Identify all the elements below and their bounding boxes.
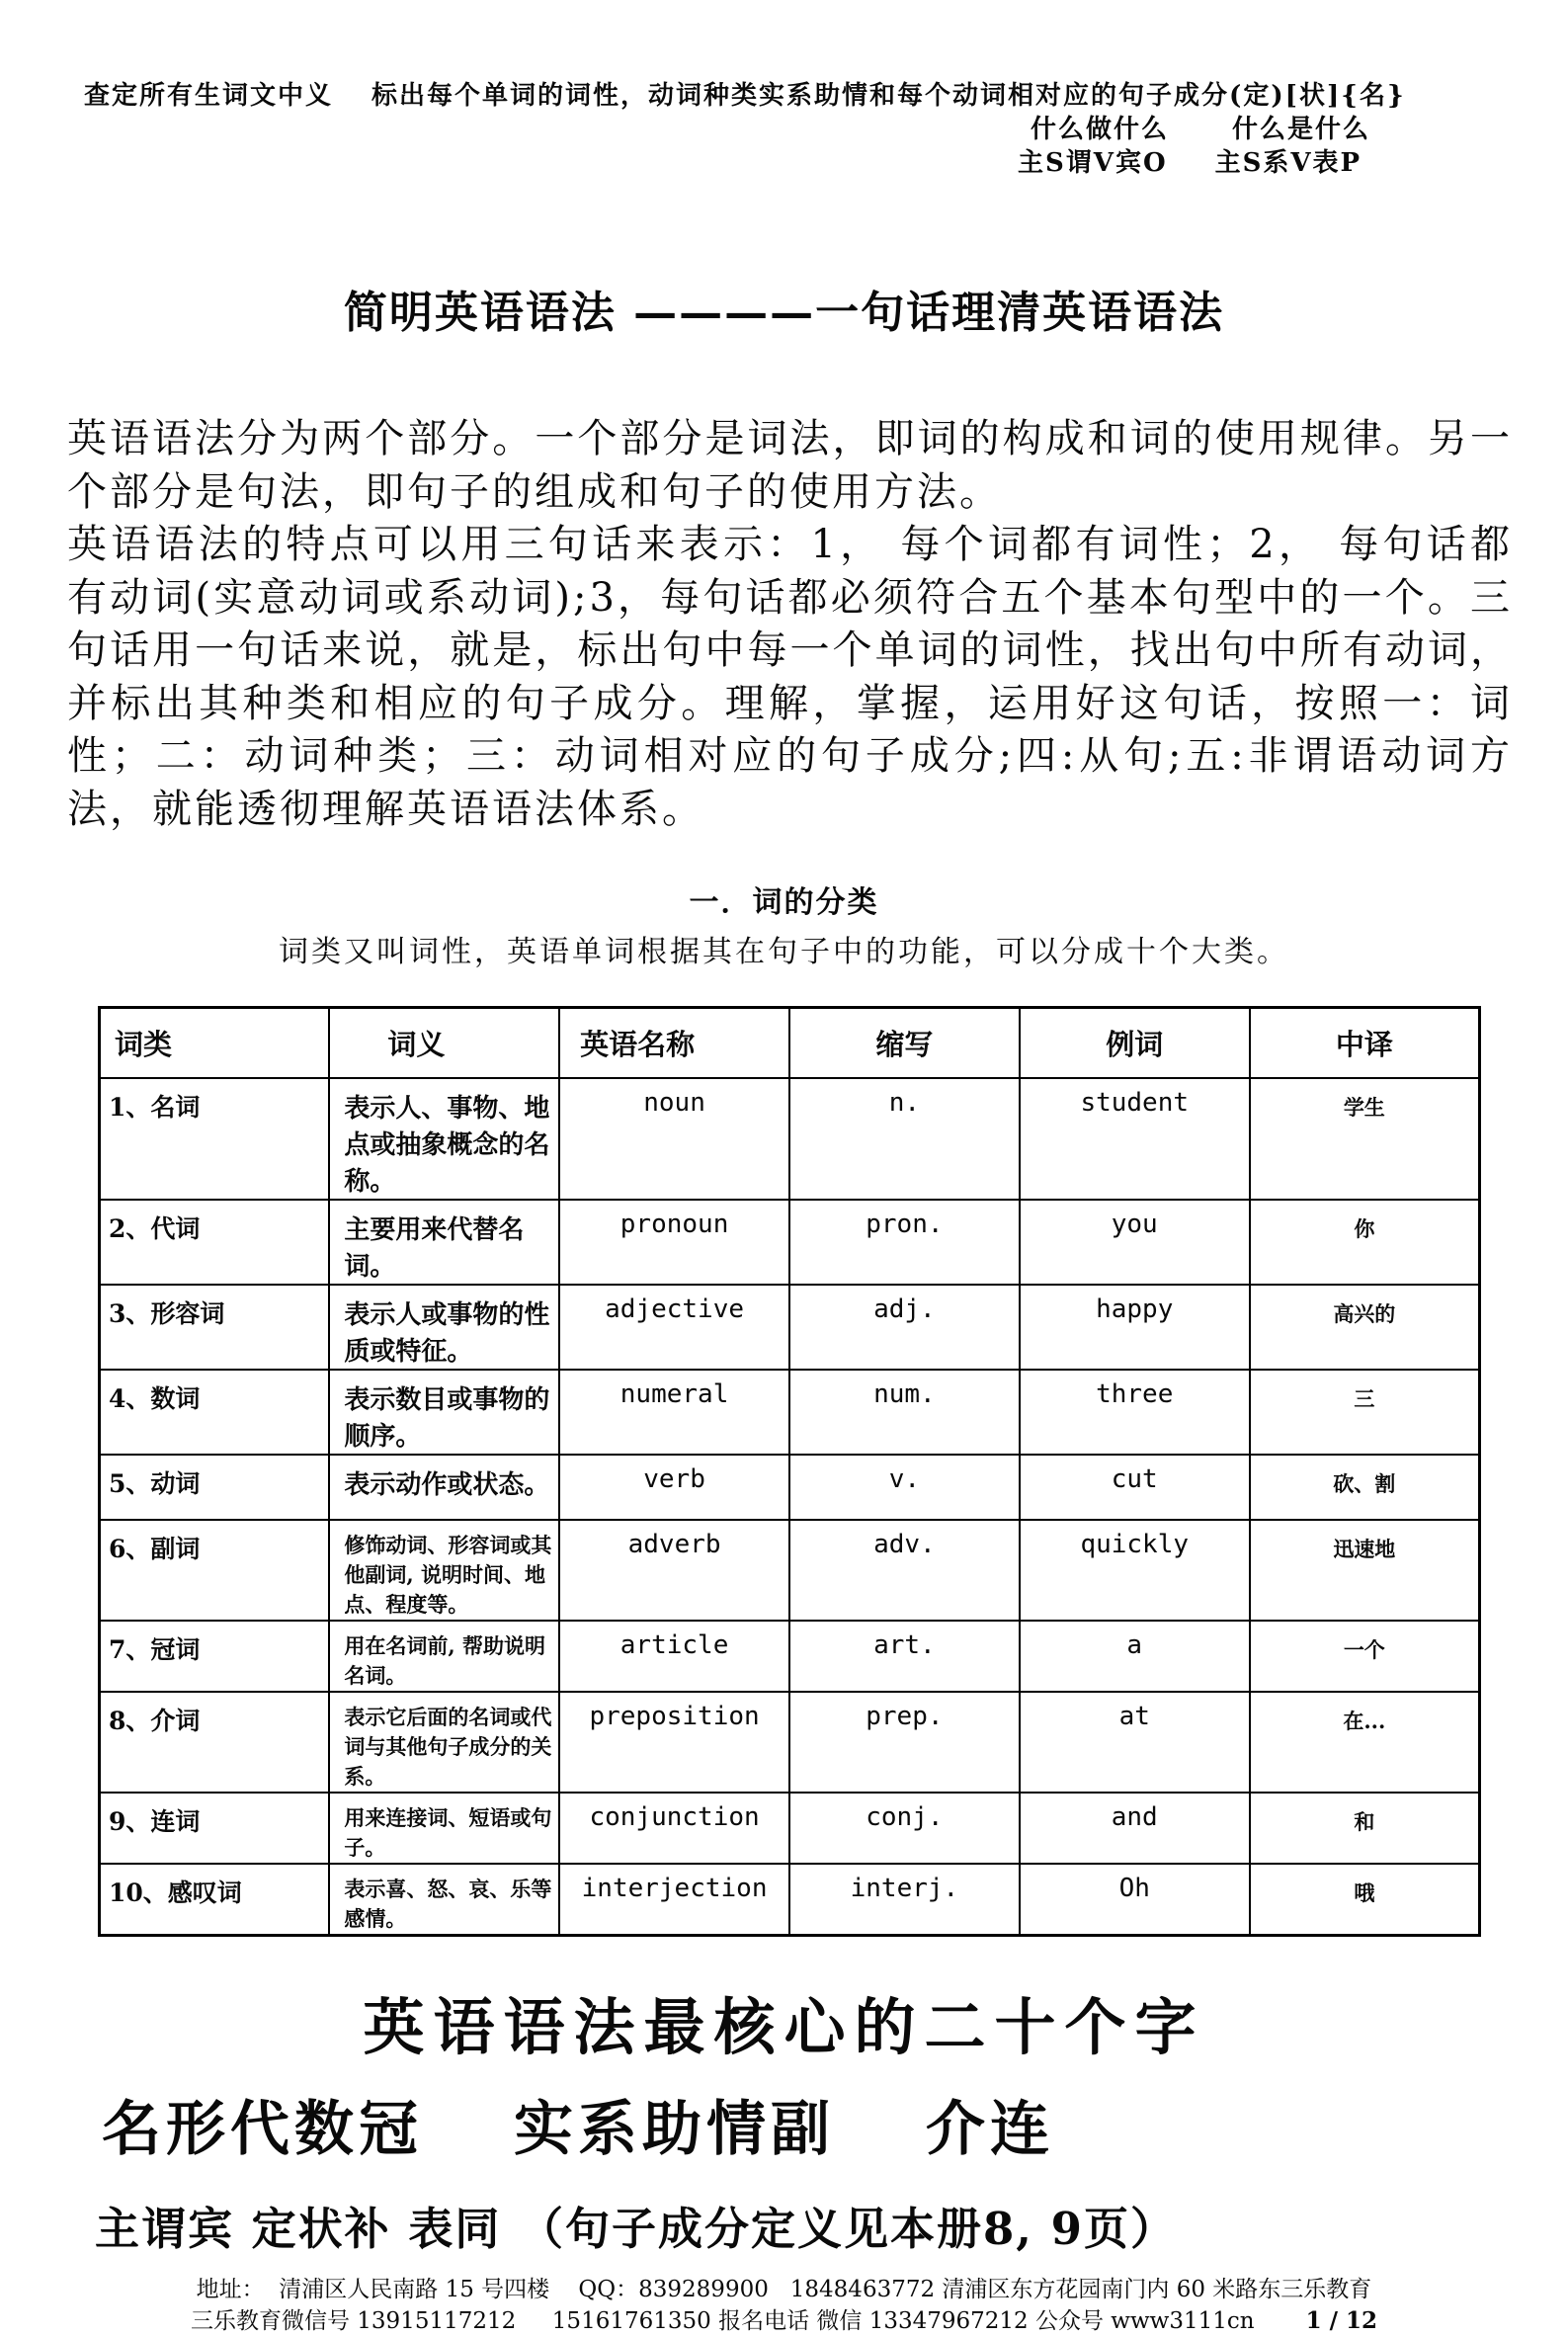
column-header-meaning: 词义: [329, 1008, 559, 1078]
core-group-verbs-adverb: 实系助情副: [514, 2094, 835, 2164]
column-header-word-class: 词类: [100, 1008, 330, 1078]
table-cell: art.: [789, 1621, 1020, 1692]
table-cell: adverb: [559, 1520, 789, 1621]
table-cell: v.: [789, 1455, 1020, 1520]
table-cell: 你: [1250, 1200, 1480, 1285]
table-cell: prep.: [789, 1692, 1020, 1793]
table-cell: Oh: [1020, 1864, 1250, 1936]
table-row-preposition: [100, 1692, 1480, 1793]
table-row-pronoun: [100, 1200, 1480, 1285]
table-row-interjection: [100, 1864, 1480, 1936]
table-cell: 在...: [1250, 1692, 1480, 1793]
table-cell: interj.: [789, 1864, 1020, 1936]
table-row-noun: [100, 1078, 1480, 1200]
column-header-abbreviation: 缩写: [789, 1008, 1020, 1078]
table-cell: 2、代词: [100, 1200, 330, 1285]
top-note-svp-formula: 主S系V表P: [1214, 148, 1362, 178]
table-row-numeral: [100, 1370, 1480, 1455]
top-note-svo-formula: 主S谓V宾O: [1018, 148, 1168, 178]
table-cell: num.: [789, 1370, 1020, 1455]
section-subheading: 词类又叫词性，英语单词根据其在句子中的功能，可以分成十个大类。: [279, 935, 1289, 969]
top-note-what-does-what: 什么做什么: [1031, 115, 1170, 144]
table-cell: 3、形容词: [100, 1285, 330, 1370]
paragraph-three-sentences: 英语语法的特点可以用三句话来表示：1， 每个词都有词性；2， 每句话都有动词(实意动词或系动词);3，每句话都必须符合五个基本句型中的一个。三句话用一句话来说，就是，标出句中每一个单词的词性，找出句中所有动词，并标出其种类和相应的句子成分。理解，掌握，运用好这句话，按照一：词性；二：动词种类；三：动词相对应的句子成分;四:从句;五:非谓语动词方法，就能透彻理解英语语法体系。: [67, 522, 1513, 832]
core-group-noun-adj-pron-num-art: 名形代数冠: [102, 2094, 423, 2164]
table-header-row: [100, 1008, 1480, 1078]
table-cell: 修饰动词、形容词或其他副词, 说明时间、地点、程度等。: [329, 1520, 559, 1621]
table-cell: 10、感叹词: [100, 1864, 330, 1936]
table-cell: 三: [1250, 1370, 1480, 1455]
page-title: 简明英语语法 ————一句话理清英语语法: [343, 288, 1225, 338]
table-cell: cut: [1020, 1455, 1250, 1520]
table-cell: adv.: [789, 1520, 1020, 1621]
table-cell: 9、连词: [100, 1793, 330, 1864]
table-cell: happy: [1020, 1285, 1250, 1370]
table-cell: article: [559, 1621, 789, 1692]
table-cell: you: [1020, 1200, 1250, 1285]
table-cell: 6、副词: [100, 1520, 330, 1621]
footer-address-line: 地址： 清浦区人民南路 15 号四楼 QQ：839289900 1848463772 清浦区东方花园南门内 60 米路东三乐教育: [196, 2276, 1372, 2302]
table-cell: 表示动作或状态。: [329, 1455, 559, 1520]
table-cell: noun: [559, 1078, 789, 1200]
table-cell: 用来连接词、短语或句子。: [329, 1793, 559, 1864]
page-footer: [0, 2275, 1568, 2337]
section-heading-word-classification: 一．词的分类: [689, 885, 879, 920]
table-cell: 用在名词前, 帮助说明名词。: [329, 1621, 559, 1692]
table-cell: preposition: [559, 1692, 789, 1793]
table-cell: n.: [789, 1078, 1020, 1200]
sentence-components-line: 主谓宾 定状补 表同 （句子成分定义见本册8, 9页）: [95, 2202, 1177, 2255]
table-cell: 一个: [1250, 1621, 1480, 1692]
table-cell: pronoun: [559, 1200, 789, 1285]
table-row-verb: [100, 1455, 1480, 1520]
table-cell: 学生: [1250, 1078, 1480, 1200]
table-cell: 表示人或事物的性质或特征。: [329, 1285, 559, 1370]
table-row-conjunction: [100, 1793, 1480, 1864]
table-cell: verb: [559, 1455, 789, 1520]
paragraph-word-law-sentence-law: 英语语法分为两个部分。一个部分是词法，即词的构成和词的使用规律。另一个部分是句法，即句子的组成和句子的使用方法。: [67, 416, 1513, 515]
top-note-line-1: 查定所有生词文中义 标出每个单词的词性，动词种类实系助情和每个动词相对应的句子成分(定)[状]{名}: [84, 81, 1406, 111]
page-number: 1 / 12: [1305, 2306, 1378, 2334]
footer-contact-line: [0, 2305, 1568, 2337]
table-cell: adj.: [789, 1285, 1020, 1370]
top-note-line-3: [1018, 146, 1568, 180]
table-row-adverb: [100, 1520, 1480, 1621]
table-cell: and: [1020, 1793, 1250, 1864]
table-cell: 哦: [1250, 1864, 1480, 1936]
column-header-chinese-translation: 中译: [1250, 1008, 1480, 1078]
table-cell: 砍、割: [1250, 1455, 1480, 1520]
table-cell: 和: [1250, 1793, 1480, 1864]
top-note-what-is-what: 什么是什么: [1232, 115, 1371, 144]
table-cell: conj.: [789, 1793, 1020, 1864]
table-cell: quickly: [1020, 1520, 1250, 1621]
table-cell: conjunction: [559, 1793, 789, 1864]
table-cell: a: [1020, 1621, 1250, 1692]
top-note-line-2: [1031, 113, 1568, 146]
table-cell: adjective: [559, 1285, 789, 1370]
core-characters-line: [102, 2082, 1568, 2167]
column-header-english-name: 英语名称: [559, 1008, 789, 1078]
parts-of-speech-table: [98, 1006, 1481, 1937]
footer-contact-text: 三乐教育微信号 13915117212 15161761350 报名电话 微信 13347967212 公众号 www3111cn: [190, 2307, 1255, 2334]
table-cell: 表示人、事物、地点或抽象概念的名称。: [329, 1078, 559, 1200]
table-cell: pron.: [789, 1200, 1020, 1285]
column-header-example-word: 例词: [1020, 1008, 1250, 1078]
top-annotation-block: [84, 0, 1568, 180]
table-cell: student: [1020, 1078, 1250, 1200]
table-cell: three: [1020, 1370, 1250, 1455]
table-cell: numeral: [559, 1370, 789, 1455]
table-cell: 5、动词: [100, 1455, 330, 1520]
table-cell: 表示喜、怒、哀、乐等感情。: [329, 1864, 559, 1936]
table-cell: at: [1020, 1692, 1250, 1793]
table-cell: 迅速地: [1250, 1520, 1480, 1621]
core-group-prep-conj: 介连: [926, 2094, 1054, 2164]
table-row-adjective: [100, 1285, 1480, 1370]
table-cell: 1、名词: [100, 1078, 330, 1200]
intro-paragraphs: [67, 413, 1513, 836]
table-cell: 高兴的: [1250, 1285, 1480, 1370]
table-cell: 表示数目或事物的顺序。: [329, 1370, 559, 1455]
table-cell: 主要用来代替名词。: [329, 1200, 559, 1285]
table-cell: interjection: [559, 1864, 789, 1936]
table-cell: 8、介词: [100, 1692, 330, 1793]
table-cell: 7、冠词: [100, 1621, 330, 1692]
core-twenty-characters-heading: 英语语法最核心的二十个字: [363, 1990, 1205, 2063]
table-cell: 表示它后面的名词或代词与其他句子成分的关系。: [329, 1692, 559, 1793]
table-row-article: [100, 1621, 1480, 1692]
table-cell: 4、数词: [100, 1370, 330, 1455]
